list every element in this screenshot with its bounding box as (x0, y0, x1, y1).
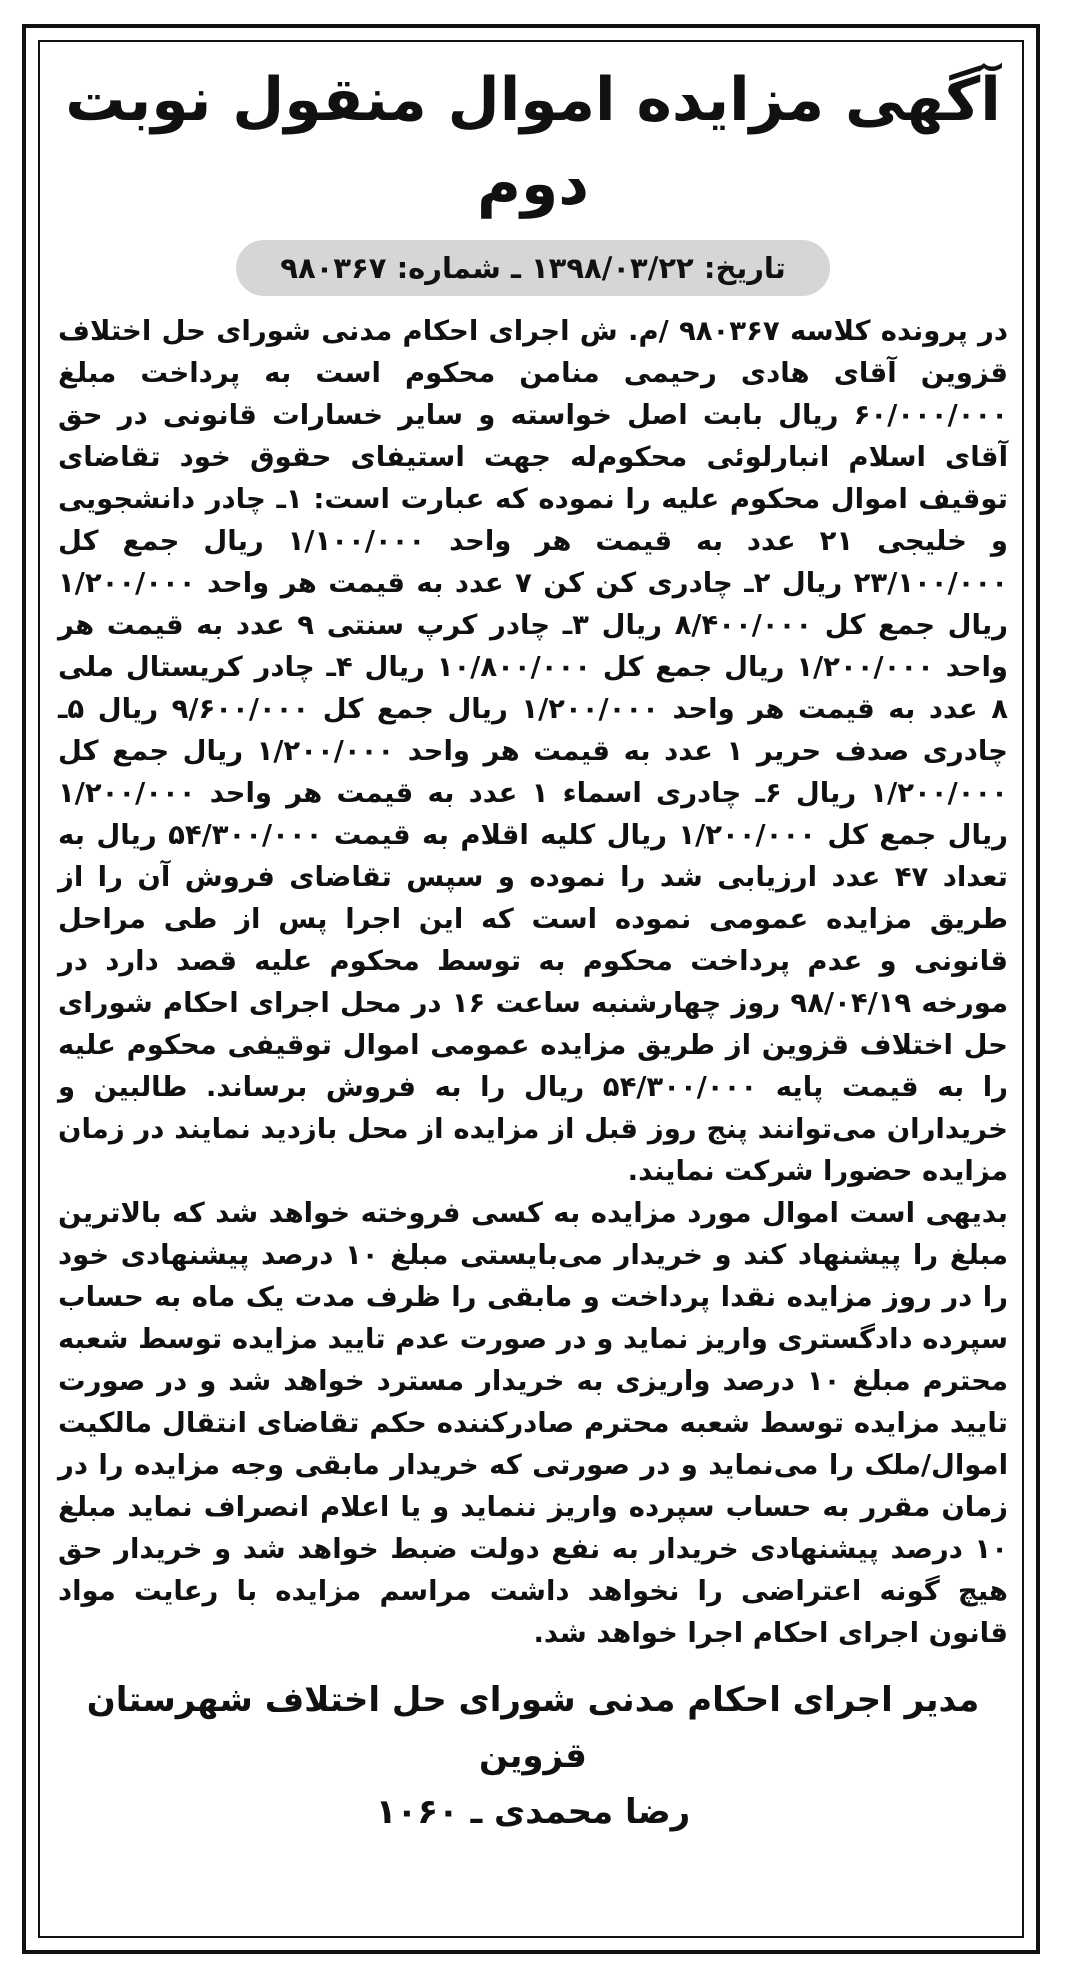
date-number-badge: تاریخ: ۱۳۹۸/۰۳/۲۲ ـ شماره: ۹۸۰۳۶۷ (236, 240, 829, 296)
date-row (58, 240, 1008, 296)
notice-paragraph-1: در پرونده کلاسه ۹۸۰۳۶۷ /م. ش اجرای احکام مدنی شورای حل اختلاف قزوین آقای هادی رحیمی منامن محکوم است به پرداخت مبلغ ۶۰/۰۰۰/۰۰۰ ریال بابت اصل خواسته و سایر خسارات قانونی در حق آقای اسلام انبارلوئی محکوم‌له جهت استیفای حقوق خود تقاضای توقیف اموال محکوم علیه را نموده که عبارت است: ۱ـ چادر دانشجویی و خلیجی ۲۱ عدد به قیمت هر واحد ۱/۱۰۰/۰۰۰ ریال جمع کل ۲۳/۱۰۰/۰۰۰ ریال ۲ـ چادری کن کن ۷ عدد به قیمت هر واحد ۱/۲۰۰/۰۰۰ ریال جمع کل ۸/۴۰۰/۰۰۰ ریال ۳ـ چادر کرپ سنتی ۹ عدد به قیمت هر واحد ۱/۲۰۰/۰۰۰ ریال جمع کل ۱۰/۸۰۰/۰۰۰ ریال ۴ـ چادر کریستال ملی ۸ عدد به قیمت هر واحد ۱/۲۰۰/۰۰۰ ریال جمع کل ۹/۶۰۰/۰۰۰ ریال ۵ـ چادری صدف حریر ۱ عدد به قیمت هر واحد ۱/۲۰۰/۰۰۰ ریال جمع کل ۱/۲۰۰/۰۰۰ ریال ۶ـ چادری اسماء ۱ عدد به قیمت هر واحد ۱/۲۰۰/۰۰۰ ریال جمع کل ۱/۲۰۰/۰۰۰ ریال کلیه اقلام به قیمت ۵۴/۳۰۰/۰۰۰ ریال به تعداد ۴۷ عدد ارزیابی شد را نموده و سپس تقاضای فروش آن را از طریق مزایده عمومی نموده است که این اجرا پس از طی مراحل قانونی و عدم پرداخت محکوم به توسط محکوم علیه قصد دارد در مورخه ۹۸/۰۴/۱۹ روز چهارشنبه ساعت ۱۶ در محل اجرای احکام شورای حل اختلاف قزوین از طریق مزایده عمومی اموال توقیفی محکوم علیه را به قیمت پایه ۵۴/۳۰۰/۰۰۰ ریال را به فروش برساند. طالبین و خریداران می‌توانند پنج روز قبل از مزایده از محل بازدید نمایند در زمان مزایده حضورا شرکت نمایند. (58, 315, 1009, 1187)
notice-paragraph-2: بدیهی است اموال مورد مزایده به کسی فروخته خواهد شد که بالاترین مبلغ را پیشنهاد کند و خریدار می‌بایستی مبلغ ۱۰ درصد پیشنهادی خود را در روز مزایده نقدا پرداخت و مابقی را ظرف مدت یک ماه به حساب سپرده دادگستری واریز نماید و در صورت عدم تایید مزایده توسط شعبه محترم مبلغ ۱۰ درصد واریزی به خریدار مسترد خواهد شد و در صورت تایید مزایده توسط شعبه محترم صادرکننده حکم تقاضای انتقال مالکیت اموال/ملک را می‌نماید و در صورتی که خریدار مابقی وجه مزایده را در زمان مقرر به حساب سپرده واریز ننماید و یا اعلام انصراف نماید مبلغ ۱۰ درصد پیشنهادی خریدار به نفع دولت ضبط خواهد شد و خریدار حق هیچ گونه اعتراضی را نخواهد داشت مراسم مزایده با رعایت مواد قانون اجرای احکام اجرا خواهد شد. (58, 1197, 1008, 1649)
notice-content (58, 58, 1008, 1840)
signature-office: مدیر اجرای احکام مدنی شورای حل اختلاف شهرستان قزوین (86, 1680, 980, 1776)
notice-title: آگهی مزایده اموال منقول نوبت دوم (65, 65, 1001, 219)
signature-block (58, 1672, 1008, 1840)
signature-name: رضا محمدی ـ ۱۰۶۰ (375, 1792, 691, 1832)
